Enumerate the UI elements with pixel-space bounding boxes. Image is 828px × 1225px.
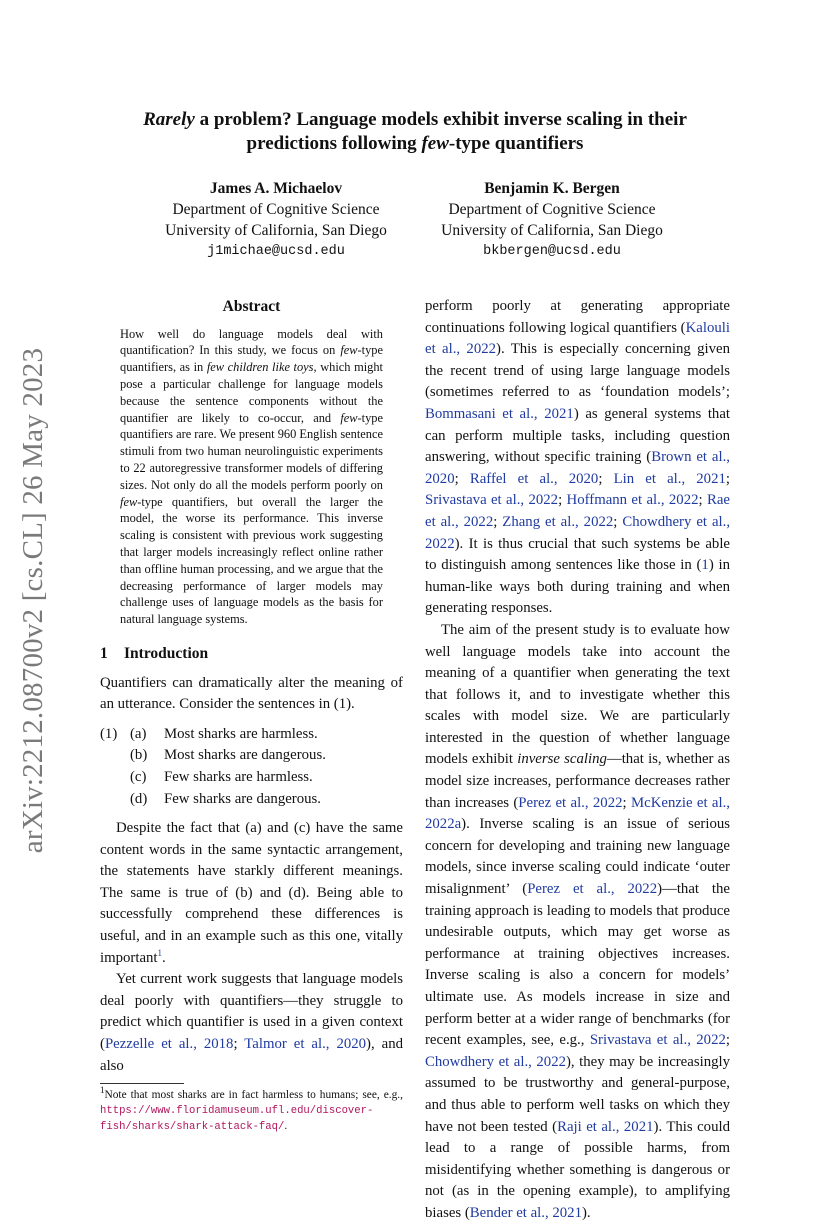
body-paragraph: perform poorly at generating appropriate continuations following logical quantifiers (Kalouli et al., 2022). This is especially concerning given the recent trend of using large language models (sometimes referred to as ‘foundation models’; Bommasani et al., 2021) as general systems that can perform multiple tasks, including question answering, without specific training (Brown et al., 2020; Raffel et al., 2020; Lin et al., 2021; Srivastava et al., 2022; Hoffmann et al., 2022; Rae et al., 2022; Zhang et al., 2022; Chowdhery et al., 2022). It is thus crucial that such systems be able to distinguish among sentences like those in (1) in human-like ways both during training and when generating responses.: [425, 298, 731, 617]
citation-link[interactable]: Rae et al., 2022: [425, 492, 730, 530]
citation-link[interactable]: Raffel et al., 2020: [469, 470, 599, 487]
author-name: James A. Michaelov: [209, 180, 343, 197]
citation-link[interactable]: Chowdhery et al., 2022: [425, 513, 731, 552]
citation-link[interactable]: Srivastava et al., 2022: [589, 1032, 726, 1049]
example-item: (b) Most sharks are dangerous.: [130, 747, 326, 764]
left-column: [100, 296, 403, 1135]
author-email[interactable]: bkbergen@ucsd.edu: [483, 244, 621, 259]
intro-paragraph: Quantifiers can dramatically alter the meaning of an utterance. Consider the sentences in (1).: [100, 674, 403, 713]
right-column: [425, 296, 730, 1225]
abstract-text: How well do language models deal with quantification? In this study, we focus on few-type quantifiers, as in few children like toys, which might pose a particular challenge for language models because the sentence components without the quantifier are likely to co-occur, and few-type quantifiers are rare. We present 960 English sentence stimuli from two human neurolinguistic experiments to 22 autoregressive transformer models of differing sizes. Not only do all the models perform poorly on few-type quantifiers, but overall the larger the model, the worse its performance. This inverse scaling is consistent with previous work suggesting that larger models increasingly reflect online rather than offline human processing, and we argue that the decreasing performance of larger models may challenge uses of language models as the basis for natural language systems.: [120, 326, 384, 627]
citation-link[interactable]: Zhang et al., 2022: [502, 513, 614, 530]
arxiv-identifier: arXiv:2212.08700v2 [cs.CL] 26 May 2023: [17, 347, 50, 853]
citation-link[interactable]: Pezzelle et al., 2018: [104, 1036, 234, 1053]
example-reference-link[interactable]: 1: [701, 557, 709, 574]
footnote-marker[interactable]: 1: [157, 947, 163, 958]
intro-paragraph: Despite the fact that (a) and (c) have the same content words in the same syntactic arrangement, the statements have starkly different meanings. The same is true of (b) and (d). Being able to successfully comprehend these differences is useful, and in an example such as this one, vitally important$^1$.: [100, 820, 403, 966]
author-1: [126, 178, 426, 262]
footnote-divider: [100, 1083, 184, 1084]
paper-title: Rarely a problem? Language models exhibit inverse scaling in their predictions following few-type quantifiers: [143, 109, 687, 154]
citation-link[interactable]: Bender et al., 2021: [469, 1204, 582, 1221]
citation-link[interactable]: Hoffmann et al., 2022: [566, 492, 699, 509]
citation-link[interactable]: Perez et al., 2022: [527, 881, 658, 898]
author-department: Department of Cognitive Science: [448, 201, 656, 218]
example-list: [100, 724, 403, 810]
citation-link[interactable]: Talmor et al., 2020: [244, 1036, 367, 1053]
author-department: Department of Cognitive Science: [172, 201, 380, 218]
footnote-url-link[interactable]: https://www.floridamuseum.ufl.edu/discover-fish/sharks/shark-attack-faq/: [100, 1105, 374, 1134]
example-item: (1) (a) Most sharks are harmless.: [100, 725, 318, 742]
section-heading-introduction: 1 Introduction: [100, 644, 209, 662]
example-item: (c) Few sharks are harmless.: [130, 768, 313, 785]
citation-link[interactable]: Perez et al., 2022: [518, 794, 623, 811]
citation-link[interactable]: Lin et al., 2021: [613, 470, 726, 487]
citation-link[interactable]: McKenzie et al., 2022a: [425, 794, 731, 833]
author-name: Benjamin K. Bergen: [484, 180, 620, 197]
author-university: University of California, San Diego: [165, 222, 387, 239]
citation-link[interactable]: Kalouli et al., 2022: [425, 319, 730, 358]
author-2: [402, 178, 702, 262]
citation-link[interactable]: Raji et al., 2021: [557, 1118, 654, 1135]
example-item: (d) Few sharks are dangerous.: [130, 790, 321, 807]
abstract-heading: Abstract: [222, 298, 281, 315]
citation-link[interactable]: Srivastava et al., 2022: [425, 492, 559, 509]
citation-link[interactable]: Brown et al., 2020: [425, 449, 730, 487]
body-paragraph: The aim of the present study is to evaluate how well language models take into account the meaning of a quantifier when generating the text that follows it, and to investigate whether this scales with model size. We are particularly interested in the question of whether language models exhibit inverse scaling—that is, whether as model size increases, performance decreases rather than increases (Perez et al., 2022; McKenzie et al., 2022a). Inverse scaling is an issue of serious concern for developing and training new language models, since inverse scaling could indicate ‘outer misalignment’ (Perez et al., 2022)—that the training approach is leading to models that produce undesirable outputs, which may get worse as performance at training objectives increases. Inverse scaling is also a concern for models’ ultimate use. As models increase in size and perform better at a wider range of benchmarks (for recent examples, see, e.g., Srivastava et al., 2022; Chowdhery et al., 2022), they may be increasingly assumed to be trustworthy and general-purpose, and thus able to perform well tasks on which they have not been tested (Raji et al., 2021). This could lead to a range of possible harms, from misidentifying whether something is dangerous or not (as in the opening example), to amplifying biases (Bender et al., 2021).: [425, 621, 731, 1221]
author-email[interactable]: j1michae@ucsd.edu: [207, 244, 345, 259]
intro-paragraph: Yet current work suggests that language models deal poorly with quantifiers—they struggle to predict which quantifier is used in a given context (Pezzelle et al., 2018; Talmor et al., 2020), and also: [100, 971, 403, 1074]
footnote: $^1$Note that most sharks are in fact harmless to humans; see, e.g., https://www.floridamuseum.ufl.edu/discover-fish/sharks/shark-attack-faq/.: [100, 1085, 403, 1134]
citation-link[interactable]: Bommasani et al., 2021: [425, 405, 574, 422]
author-university: University of California, San Diego: [441, 222, 663, 239]
citation-link[interactable]: Chowdhery et al., 2022: [425, 1053, 566, 1070]
